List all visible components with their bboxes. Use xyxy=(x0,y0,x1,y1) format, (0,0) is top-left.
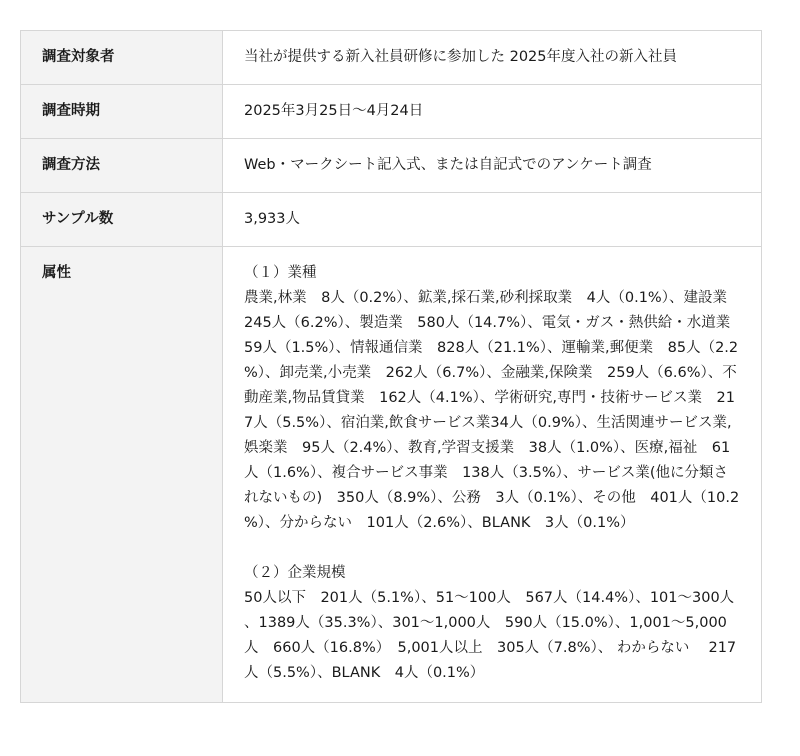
label-survey-target: 調査対象者 xyxy=(21,31,223,85)
label-survey-method: 調査方法 xyxy=(21,139,223,193)
row-sample-size xyxy=(21,193,762,247)
value-survey-target: 当社が提供する新入社員研修に参加した 2025年度入社の新入社員 xyxy=(223,31,762,85)
industry-heading: （１）業種 xyxy=(244,265,317,281)
row-survey-target xyxy=(21,31,762,85)
label-attributes: 属性 xyxy=(21,247,223,703)
industry-breakdown: 農業,林業 8人（0.2%）、鉱業,採石業,砂利採取業 4人（0.1%）、建設業 245人（6.2%）、製造業 580人（14.7%）、電気・ガス・熱供給・水道業 59人（1.5%）、情報通信業 828人（21.1%）、運輸業,郵便業 85人（2.2%）、卸売業,小売業 262人（6.7%）、金融業,保険業 259人（6.6%）、不動産業,物品賃貸業 162人（4.1%）、学術研究,専門・技術サービス業 217人（5.5%）、宿泊業,飲食サービス業34人（0.9%）、生活関連サービス業,娯楽業 95人（2.4%）、教育,学習支援業 38人（1.0%）、医療,福祉 61人（1.6%）、複合サービス事業 138人（3.5%）、サービス業(他に分類されないもの) 350人（8.9%）、公務 3人（0.1%）、その他 401人（10.2%）、分からない 101人（2.6%）、BLANK 3人（0.1%） xyxy=(244,290,745,531)
row-survey-period xyxy=(21,85,762,139)
company-size-heading: （２）企業規模 xyxy=(244,565,346,581)
value-sample-size: 3,933人 xyxy=(223,193,762,247)
row-attributes xyxy=(21,247,762,703)
company-size-breakdown: 50人以下 201人（5.1%）、51～100人 567人（14.4%）、101～300人、1389人（35.3%）、301～1,000人 590人（15.0%）、1,001～5,000人 660人（16.8%） 5,001人以上 305人（7.8%）、 わからない 217人（5.5%）、BLANK 4人（0.1%） xyxy=(244,590,737,681)
section-spacer xyxy=(244,536,740,561)
value-survey-method: Web・マークシート記入式、または自記式でのアンケート調査 xyxy=(223,139,762,193)
row-survey-method xyxy=(21,139,762,193)
survey-overview-table xyxy=(20,30,762,703)
value-attributes xyxy=(223,247,762,703)
value-survey-period: 2025年3月25日～4月24日 xyxy=(223,85,762,139)
label-sample-size: サンプル数 xyxy=(21,193,223,247)
label-survey-period: 調査時期 xyxy=(21,85,223,139)
